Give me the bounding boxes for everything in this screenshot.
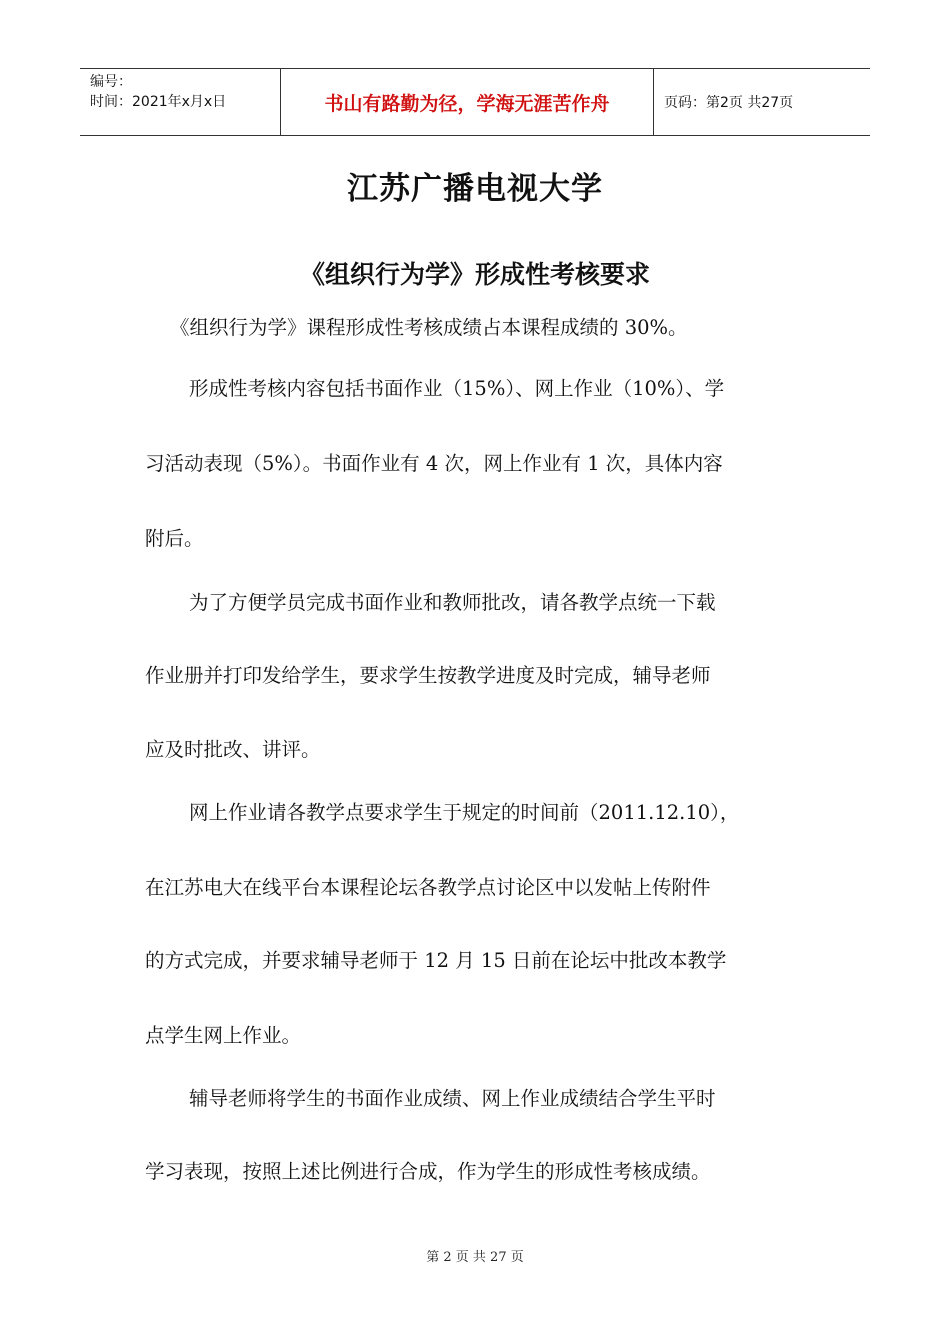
- paragraph-line: 附后。: [145, 527, 204, 550]
- paragraph-line: 的方式完成，并要求辅导老师于 12 月 15 日前在论坛中批改本教学: [145, 949, 727, 972]
- paragraph-line: 形成性考核内容包括书面作业（15%）、网上作业（10%）、学: [189, 377, 725, 400]
- paragraph-line: 为了方便学员完成书面作业和教师批改，请各教学点统一下载: [189, 591, 716, 614]
- paragraph-line: 点学生网上作业。: [145, 1024, 302, 1047]
- page-title: 江苏广播电视大学: [347, 171, 603, 207]
- paragraph-line: 学习表现，按照上述比例进行合成，作为学生的形成性考核成绩。: [145, 1160, 711, 1183]
- paragraph-line: 辅导老师将学生的书面作业成绩、网上作业成绩结合学生平时: [189, 1087, 716, 1110]
- paragraph-line: 应及时批改、讲评。: [145, 738, 321, 761]
- page-footer: 第 2 页 共 27 页: [426, 1250, 524, 1265]
- paragraph-line: 网上作业请各教学点要求学生于规定的时间前（2011.12.10），: [189, 801, 740, 824]
- paragraph-line: 《组织行为学》课程形成性考核成绩占本课程成绩的 30%。: [170, 316, 688, 339]
- paragraph-line: 作业册并打印发给学生，要求学生按教学进度及时完成，辅导老师: [145, 664, 711, 687]
- number-label: 编号：: [90, 74, 132, 90]
- time-label: 时间：2021年x月x日: [90, 94, 227, 110]
- header-motto: 书山有路勤为径，学海无涯苦作舟: [281, 69, 654, 135]
- paragraph-line: 习活动表现（5%）。书面作业有 4 次，网上作业有 1 次，具体内容: [145, 452, 723, 475]
- header-page-info: 页码：第2页 共27页: [664, 95, 794, 111]
- document-header: [80, 68, 870, 136]
- header-meta: [80, 69, 281, 135]
- paragraph-line: 在江苏电大在线平台本课程论坛各教学点讨论区中以发帖上传附件: [145, 876, 711, 899]
- page-subtitle: 《组织行为学》形成性考核要求: [299, 260, 650, 289]
